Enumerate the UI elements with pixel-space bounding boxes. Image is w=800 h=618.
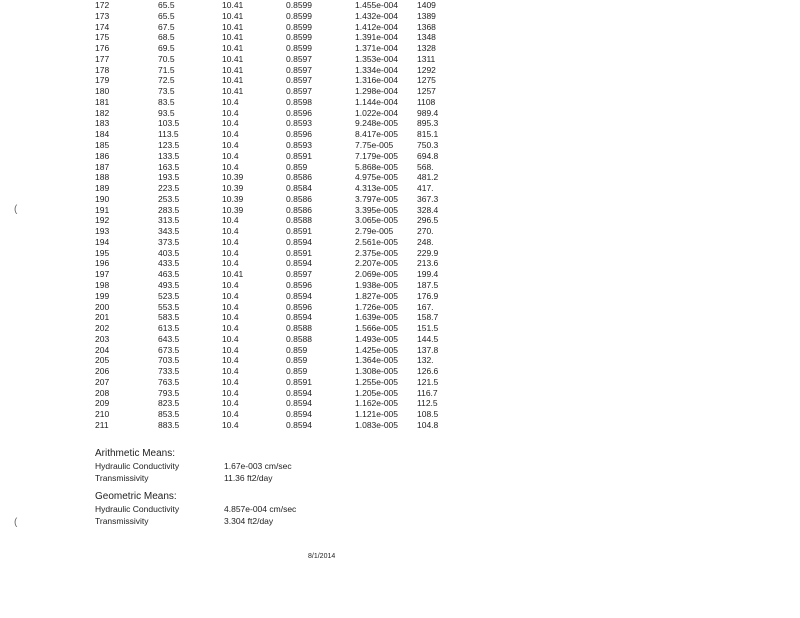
cell-hydraulic-conductivity: 7.179e-005: [355, 150, 399, 161]
cell-time: 83.5: [158, 96, 175, 107]
cell-row-number: 194: [95, 236, 110, 247]
cell-hydraulic-conductivity: 5.868e-005: [355, 161, 399, 172]
cell-row-number: 200: [95, 301, 110, 312]
cell-time: 73.5: [158, 86, 175, 97]
cell-pressure: 0.8596: [286, 129, 312, 140]
cell-row-number: 201: [95, 312, 110, 323]
cell-hydraulic-conductivity: 1.353e-004: [355, 53, 399, 64]
cell-head: 10.4: [222, 333, 239, 344]
cell-hydraulic-conductivity: 3.395e-005: [355, 204, 399, 215]
cell-head: 10.4: [222, 409, 239, 420]
cell-time: 373.5: [158, 236, 180, 247]
cell-head: 10.41: [222, 269, 244, 280]
cell-head: 10.4: [222, 420, 239, 431]
cell-transmissivity: 750.3: [417, 140, 439, 150]
cell-pressure: 0.859: [286, 355, 308, 366]
geometric-hc-label: Hydraulic Conductivity: [95, 504, 180, 514]
geometric-heading: Geometric Means:: [95, 491, 177, 502]
margin-mark: (: [14, 517, 18, 528]
cell-hydraulic-conductivity: 4.975e-005: [355, 172, 399, 183]
cell-row-number: 206: [95, 366, 110, 377]
cell-head: 10.41: [222, 43, 244, 54]
cell-row-number: 177: [95, 53, 110, 64]
cell-head: 10.4: [222, 118, 239, 129]
cell-time: 70.5: [158, 53, 175, 64]
cell-time: 103.5: [158, 118, 180, 129]
margin-mark: (: [14, 204, 18, 215]
cell-pressure: 0.8596: [286, 107, 312, 118]
cell-pressure: 0.859: [286, 344, 308, 355]
cell-transmissivity: 1409: [417, 0, 436, 10]
cell-hydraulic-conductivity: 2.207e-005: [355, 258, 399, 269]
cell-hydraulic-conductivity: 1.425e-005: [355, 344, 399, 355]
cell-transmissivity: 126.6: [417, 366, 439, 377]
cell-time: 68.5: [158, 32, 175, 43]
cell-time: 343.5: [158, 226, 180, 237]
cell-time: 793.5: [158, 387, 180, 398]
cell-transmissivity: 895.3: [417, 118, 439, 129]
cell-head: 10.41: [222, 10, 244, 21]
cell-time: 133.5: [158, 150, 180, 161]
cell-head: 10.39: [222, 204, 244, 215]
cell-row-number: 187: [95, 161, 110, 172]
cell-row-number: 181: [95, 96, 110, 107]
cell-hydraulic-conductivity: 1.566e-005: [355, 323, 399, 334]
cell-head: 10.4: [222, 258, 239, 269]
cell-transmissivity: 367.3: [417, 193, 439, 204]
cell-time: 853.5: [158, 409, 180, 420]
cell-hydraulic-conductivity: 9.248e-005: [355, 118, 399, 129]
cell-pressure: 0.8588: [286, 323, 312, 334]
cell-time: 193.5: [158, 172, 180, 183]
cell-time: 65.5: [158, 0, 175, 10]
cell-row-number: 197: [95, 269, 110, 280]
cell-hydraulic-conductivity: 1.391e-004: [355, 32, 399, 43]
cell-head: 10.41: [222, 32, 244, 43]
cell-time: 223.5: [158, 183, 180, 194]
cell-time: 553.5: [158, 301, 180, 312]
cell-time: 433.5: [158, 258, 180, 269]
cell-transmissivity: 104.8: [417, 420, 439, 431]
cell-head: 10.4: [222, 355, 239, 366]
cell-time: 493.5: [158, 280, 180, 291]
cell-head: 10.4: [222, 226, 239, 237]
cell-transmissivity: 213.6: [417, 258, 439, 269]
cell-pressure: 0.8597: [286, 269, 312, 280]
cell-time: 65.5: [158, 10, 175, 21]
cell-pressure: 0.8591: [286, 376, 312, 387]
cell-transmissivity: 270.: [417, 226, 434, 237]
geometric-hc-value: 4.857e-004 cm/sec: [224, 504, 297, 514]
cell-row-number: 173: [95, 10, 110, 21]
cell-hydraulic-conductivity: 1.371e-004: [355, 43, 399, 54]
cell-row-number: 207: [95, 376, 110, 387]
cell-hydraulic-conductivity: 3.065e-005: [355, 215, 399, 226]
cell-head: 10.4: [222, 366, 239, 377]
cell-row-number: 204: [95, 344, 110, 355]
cell-head: 10.4: [222, 236, 239, 247]
cell-pressure: 0.8591: [286, 247, 312, 258]
cell-hydraulic-conductivity: 1.639e-005: [355, 312, 399, 323]
cell-pressure: 0.8598: [286, 96, 312, 107]
cell-pressure: 0.859: [286, 366, 308, 377]
cell-hydraulic-conductivity: 1.432e-004: [355, 10, 399, 21]
cell-time: 163.5: [158, 161, 180, 172]
cell-time: 71.5: [158, 64, 175, 75]
cell-transmissivity: 121.5: [417, 376, 439, 387]
cell-time: 613.5: [158, 323, 180, 334]
cell-pressure: 0.8586: [286, 193, 312, 204]
cell-time: 733.5: [158, 366, 180, 377]
cell-head: 10.41: [222, 64, 244, 75]
cell-transmissivity: 137.8: [417, 344, 439, 355]
arithmetic-means: [95, 448, 395, 488]
cell-head: 10.39: [222, 172, 244, 183]
cell-head: 10.41: [222, 0, 244, 10]
cell-pressure: 0.8597: [286, 53, 312, 64]
cell-row-number: 176: [95, 43, 110, 54]
cell-head: 10.4: [222, 387, 239, 398]
cell-transmissivity: 1275: [417, 75, 436, 86]
cell-time: 283.5: [158, 204, 180, 215]
cell-time: 643.5: [158, 333, 180, 344]
cell-row-number: 202: [95, 323, 110, 334]
cell-pressure: 0.8586: [286, 172, 312, 183]
cell-head: 10.4: [222, 280, 239, 291]
cell-hydraulic-conductivity: 1.162e-005: [355, 398, 399, 409]
cell-time: 67.5: [158, 21, 175, 32]
cell-transmissivity: 1292: [417, 64, 436, 75]
cell-row-number: 192: [95, 215, 110, 226]
cell-time: 703.5: [158, 355, 180, 366]
cell-pressure: 0.8594: [286, 387, 312, 398]
cell-head: 10.4: [222, 376, 239, 387]
cell-transmissivity: 187.5: [417, 280, 439, 291]
cell-hydraulic-conductivity: 1.255e-005: [355, 376, 399, 387]
cell-time: 403.5: [158, 247, 180, 258]
cell-head: 10.39: [222, 193, 244, 204]
cell-transmissivity: 151.5: [417, 323, 439, 334]
cell-row-number: 188: [95, 172, 110, 183]
cell-transmissivity: 116.7: [417, 387, 438, 398]
cell-hydraulic-conductivity: 1.308e-005: [355, 366, 399, 377]
cell-time: 883.5: [158, 420, 180, 431]
cell-head: 10.41: [222, 21, 244, 32]
cell-time: 673.5: [158, 344, 180, 355]
cell-head: 10.4: [222, 140, 239, 150]
cell-hydraulic-conductivity: 2.79e-005: [355, 226, 394, 237]
cell-head: 10.4: [222, 312, 239, 323]
cell-pressure: 0.8593: [286, 140, 312, 150]
cell-transmissivity: 989.4: [417, 107, 439, 118]
cell-hydraulic-conductivity: 1.726e-005: [355, 301, 399, 312]
cell-row-number: 186: [95, 150, 110, 161]
cell-transmissivity: 248.: [417, 236, 434, 247]
cell-hydraulic-conductivity: 1.455e-004: [355, 0, 399, 10]
cell-transmissivity: 229.9: [417, 247, 439, 258]
cell-head: 10.39: [222, 183, 244, 194]
cell-pressure: 0.8599: [286, 32, 312, 43]
cell-row-number: 209: [95, 398, 110, 409]
cell-time: 93.5: [158, 107, 175, 118]
cell-row-number: 199: [95, 290, 110, 301]
arithmetic-hc-value: 1.67e-003 cm/sec: [224, 461, 292, 471]
cell-hydraulic-conductivity: 1.493e-005: [355, 333, 399, 344]
cell-head: 10.4: [222, 150, 239, 161]
cell-hydraulic-conductivity: 2.069e-005: [355, 269, 399, 280]
cell-hydraulic-conductivity: 1.334e-004: [355, 64, 399, 75]
cell-pressure: 0.8594: [286, 398, 312, 409]
cell-head: 10.4: [222, 215, 239, 226]
cell-pressure: 0.8599: [286, 21, 312, 32]
cell-pressure: 0.8588: [286, 215, 312, 226]
cell-transmissivity: 158.7: [417, 312, 439, 323]
cell-row-number: 185: [95, 140, 110, 150]
cell-pressure: 0.8594: [286, 420, 312, 431]
cell-time: 823.5: [158, 398, 180, 409]
cell-head: 10.4: [222, 290, 239, 301]
cell-pressure: 0.8597: [286, 64, 312, 75]
cell-time: 69.5: [158, 43, 175, 54]
cell-head: 10.4: [222, 398, 239, 409]
arithmetic-tr-label: Transmissivity: [95, 473, 149, 483]
cell-hydraulic-conductivity: 1.083e-005: [355, 420, 399, 431]
cell-transmissivity: 108.5: [417, 409, 439, 420]
page-date: 8/1/2014: [308, 553, 336, 560]
geometric-tr-value: 3.304 ft2/day: [224, 516, 274, 526]
cell-row-number: 208: [95, 387, 110, 398]
cell-head: 10.4: [222, 161, 239, 172]
arithmetic-heading: Arithmetic Means:: [95, 448, 176, 459]
cell-pressure: 0.8599: [286, 43, 312, 54]
cell-pressure: 0.8586: [286, 204, 312, 215]
cell-row-number: 205: [95, 355, 110, 366]
cell-row-number: 196: [95, 258, 110, 269]
cell-pressure: 0.8597: [286, 75, 312, 86]
cell-pressure: 0.8596: [286, 280, 312, 291]
cell-time: 313.5: [158, 215, 180, 226]
cell-pressure: 0.8596: [286, 301, 312, 312]
cell-row-number: 191: [95, 204, 110, 215]
cell-row-number: 179: [95, 75, 110, 86]
cell-head: 10.4: [222, 344, 239, 355]
cell-row-number: 193: [95, 226, 110, 237]
cell-row-number: 184: [95, 129, 110, 140]
cell-time: 763.5: [158, 376, 180, 387]
cell-row-number: 174: [95, 21, 110, 32]
cell-hydraulic-conductivity: 1.121e-005: [355, 409, 399, 420]
cell-pressure: 0.8594: [286, 258, 312, 269]
cell-row-number: 178: [95, 64, 110, 75]
arithmetic-tr-value: 11.36 ft2/day: [224, 473, 273, 483]
cell-transmissivity: 328.4: [417, 204, 439, 215]
cell-hydraulic-conductivity: 1.298e-004: [355, 86, 399, 97]
cell-pressure: 0.8594: [286, 290, 312, 301]
cell-hydraulic-conductivity: 7.75e-005: [355, 140, 394, 150]
cell-hydraulic-conductivity: 4.313e-005: [355, 183, 399, 194]
cell-head: 10.4: [222, 129, 239, 140]
cell-head: 10.41: [222, 75, 244, 86]
cell-head: 10.41: [222, 86, 244, 97]
cell-hydraulic-conductivity: 1.205e-005: [355, 387, 399, 398]
cell-hydraulic-conductivity: 1.144e-004: [355, 96, 399, 107]
cell-pressure: 0.8594: [286, 312, 312, 323]
cell-head: 10.4: [222, 301, 239, 312]
cell-transmissivity: 1311: [417, 53, 436, 64]
cell-transmissivity: 481.2: [417, 172, 439, 183]
cell-hydraulic-conductivity: 2.375e-005: [355, 247, 399, 258]
cell-row-number: 195: [95, 247, 110, 258]
cell-head: 10.41: [222, 53, 244, 64]
cell-time: 523.5: [158, 290, 180, 301]
cell-hydraulic-conductivity: 8.417e-005: [355, 129, 399, 140]
cell-pressure: 0.8599: [286, 0, 312, 10]
cell-transmissivity: 296.5: [417, 215, 439, 226]
cell-row-number: 183: [95, 118, 110, 129]
cell-hydraulic-conductivity: 1.364e-005: [355, 355, 399, 366]
cell-time: 72.5: [158, 75, 175, 86]
cell-hydraulic-conductivity: 3.797e-005: [355, 193, 399, 204]
cell-pressure: 0.8597: [286, 86, 312, 97]
table-row: [0, 419, 800, 431]
cell-transmissivity: 1257: [417, 86, 436, 97]
cell-pressure: 0.8599: [286, 10, 312, 21]
cell-row-number: 210: [95, 409, 110, 420]
cell-pressure: 0.8591: [286, 226, 312, 237]
cell-head: 10.4: [222, 107, 239, 118]
cell-pressure: 0.8584: [286, 183, 312, 194]
cell-head: 10.4: [222, 96, 239, 107]
cell-transmissivity: 199.4: [417, 269, 439, 280]
cell-pressure: 0.8588: [286, 333, 312, 344]
cell-head: 10.4: [222, 247, 239, 258]
cell-pressure: 0.8594: [286, 236, 312, 247]
cell-hydraulic-conductivity: 1.412e-004: [355, 21, 399, 32]
cell-row-number: 190: [95, 193, 110, 204]
arithmetic-hc-label: Hydraulic Conductivity: [95, 461, 180, 471]
cell-transmissivity: 694.8: [417, 150, 439, 161]
cell-transmissivity: 112.5: [417, 398, 438, 409]
cell-hydraulic-conductivity: 1.938e-005: [355, 280, 399, 291]
cell-time: 113.5: [158, 129, 179, 140]
cell-transmissivity: 568.: [417, 161, 434, 172]
cell-pressure: 0.859: [286, 161, 308, 172]
cell-pressure: 0.8591: [286, 150, 312, 161]
cell-transmissivity: 1348: [417, 32, 436, 43]
cell-pressure: 0.8594: [286, 409, 312, 420]
cell-row-number: 175: [95, 32, 110, 43]
cell-row-number: 182: [95, 107, 110, 118]
cell-hydraulic-conductivity: 2.561e-005: [355, 236, 399, 247]
cell-pressure: 0.8593: [286, 118, 312, 129]
cell-row-number: 189: [95, 183, 110, 194]
cell-transmissivity: 1328: [417, 43, 436, 54]
cell-time: 253.5: [158, 193, 180, 204]
cell-time: 583.5: [158, 312, 180, 323]
cell-transmissivity: 1368: [417, 21, 436, 32]
cell-row-number: 180: [95, 86, 110, 97]
cell-hydraulic-conductivity: 1.022e-004: [355, 107, 399, 118]
cell-transmissivity: 144.5: [417, 333, 439, 344]
geometric-tr-label: Transmissivity: [95, 516, 149, 526]
cell-row-number: 198: [95, 280, 110, 291]
geometric-means: [95, 491, 395, 531]
cell-transmissivity: 132.: [417, 355, 434, 366]
cell-transmissivity: 1108: [417, 96, 436, 107]
cell-row-number: 211: [95, 420, 109, 431]
cell-transmissivity: 176.9: [417, 290, 439, 301]
cell-hydraulic-conductivity: 1.316e-004: [355, 75, 399, 86]
cell-hydraulic-conductivity: 1.827e-005: [355, 290, 399, 301]
cell-transmissivity: 417.: [417, 183, 434, 194]
cell-head: 10.4: [222, 323, 239, 334]
cell-transmissivity: 1389: [417, 10, 436, 21]
cell-row-number: 172: [95, 0, 110, 10]
cell-row-number: 203: [95, 333, 110, 344]
cell-time: 123.5: [158, 140, 180, 150]
cell-transmissivity: 815.1: [417, 129, 439, 140]
cell-transmissivity: 167.: [417, 301, 434, 312]
cell-time: 463.5: [158, 269, 180, 280]
